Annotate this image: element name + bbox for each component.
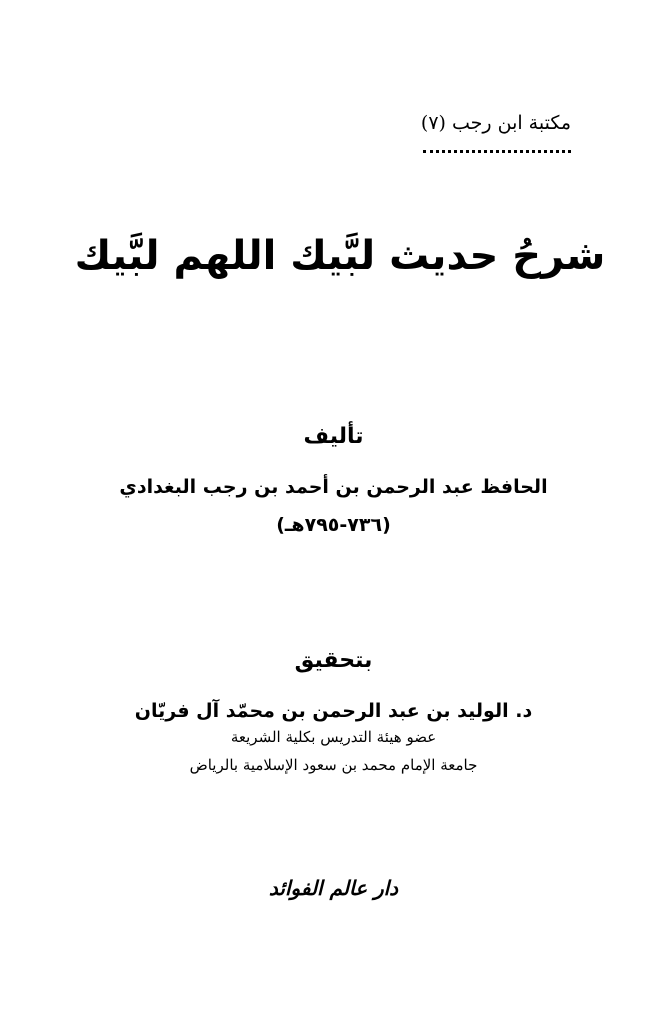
dotted-divider — [423, 150, 571, 153]
editor-university: جامعة الإمام محمد بن سعود الإسلامية بالرياض — [189, 756, 478, 774]
author-name: الحافظ عبد الرحمن بن أحمد بن رجب البغدادي — [119, 476, 548, 498]
editor-name: د. الوليد بن عبد الرحمن بن محمّد آل فريّان — [134, 700, 533, 722]
editor-role: عضو هيئة التدريس بكلية الشريعة — [230, 728, 437, 746]
author-dates: (٧٣٦-٧٩٥هـ) — [276, 514, 391, 536]
series-label: مكتبة ابن رجب (٧) — [420, 112, 571, 134]
author-label: تأليف — [303, 424, 364, 449]
editor-label: بتحقيق — [294, 648, 373, 673]
publisher-name: دار عالم الفوائد — [268, 876, 399, 900]
book-title: شرحُ حديث لبَّيك اللهم لبَّيك — [74, 233, 606, 279]
